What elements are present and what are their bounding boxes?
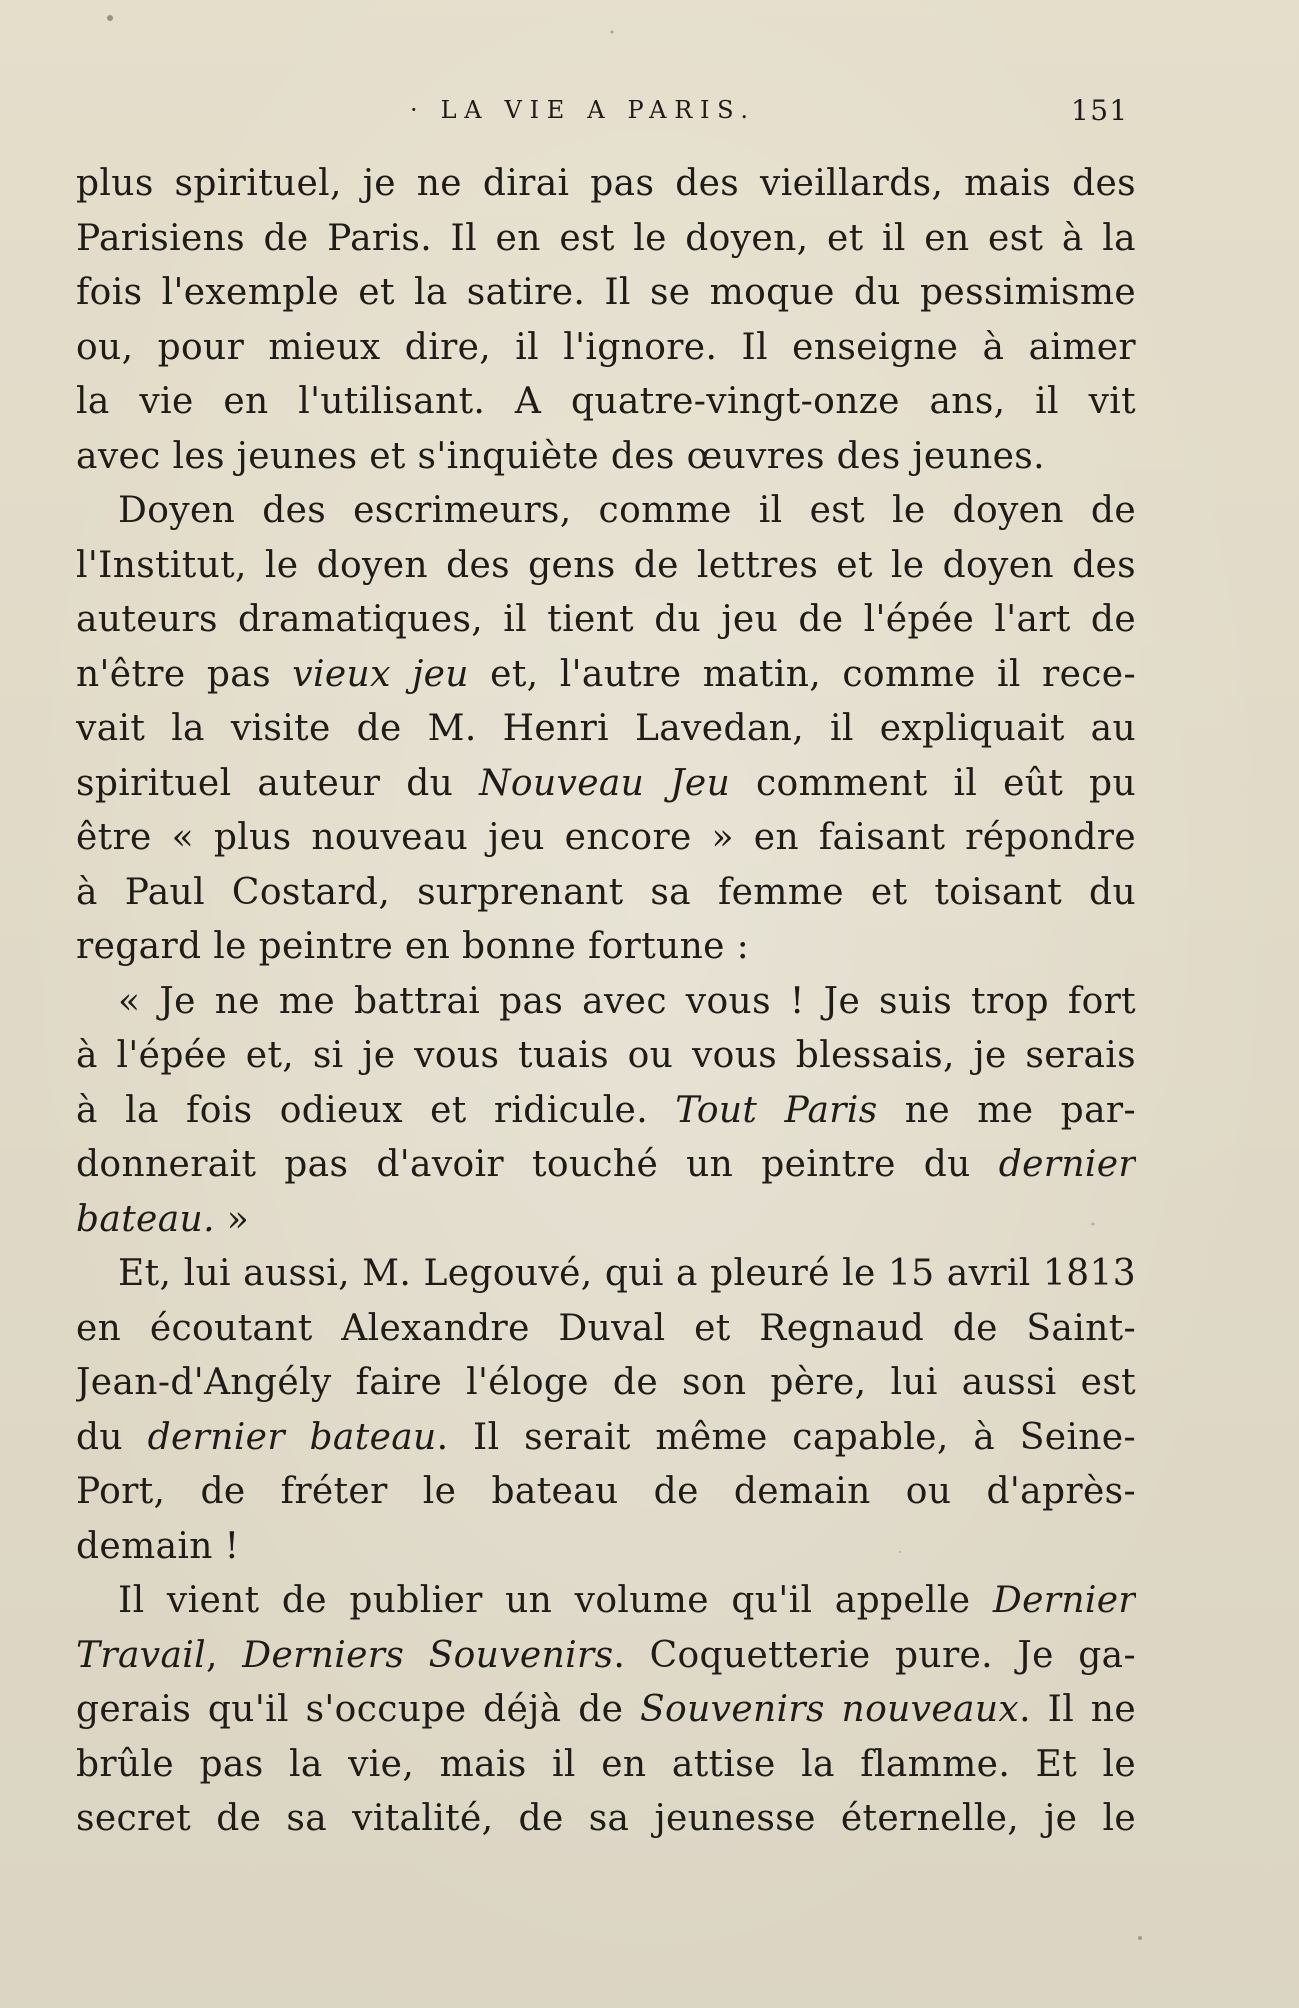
text-segment: vait la visite de M. Henri Lavedan, il expliquait au [76, 708, 1136, 749]
text-segment: secret de sa vitalité, de sa jeunesse éternelle, je le [76, 1798, 1136, 1839]
italic-text: bateau. [76, 1198, 215, 1240]
text-line [76, 593, 1136, 648]
text-segment: être « plus nouveau jeu encore » en faisant répondre [76, 817, 1136, 858]
italic-text: Souvenirs nouveaux [640, 1689, 1020, 1730]
text-segment: Port, de fréter le bateau de demain ou d'après- [76, 1471, 1136, 1512]
text-line [76, 1247, 1136, 1302]
text-line [76, 1520, 1136, 1575]
text-line [76, 1193, 1136, 1248]
text-segment: Il vient de publier un volume qu'il appelle [118, 1580, 993, 1621]
text-segment: à Paul Costard, surprenant sa femme et toisant du [76, 871, 1136, 913]
text-line [76, 1738, 1136, 1793]
text-line [76, 1792, 1136, 1847]
text-segment: Et, lui aussi, M. Legouvé, qui a pleuré le 15 avril 1813 [118, 1253, 1136, 1294]
text-line [76, 375, 1136, 430]
text-line [76, 920, 1136, 975]
text-segment: à l'épée et, si je vous tuais ou vous blessais, je serais [76, 1035, 1136, 1076]
text-segment: l'Institut, le doyen des gens de lettres et le doyen des [76, 544, 1136, 586]
text-segment: regard le peintre en bonne fortune : [76, 926, 750, 967]
text-segment: à la fois odieux et ridicule. [76, 1089, 676, 1131]
text-segment: n'être pas [76, 653, 293, 695]
text-segment: plus spirituel, je ne dirai pas des vieillards, mais des [76, 163, 1136, 204]
text-segment: gerais qu'il s'occupe déjà de [76, 1689, 641, 1730]
text-segment: . Il ne [1019, 1689, 1136, 1730]
text-segment: comment il eût pu [730, 762, 1136, 804]
text-line [76, 484, 1136, 539]
text-line [76, 1356, 1136, 1411]
text-line [76, 1084, 1136, 1139]
text-segment: avec les jeunes et s'inquiète des œuvres des jeunes. [76, 435, 1045, 477]
text-segment: brûle pas la vie, mais il en attise la flamme. Et le [76, 1743, 1136, 1785]
italic-text: Dernier [992, 1580, 1136, 1621]
text-segment: Parisiens de Paris. Il en est le doyen, et il en est à la [76, 217, 1136, 259]
text-segment: . Il serait même capable, à Seine- [436, 1416, 1136, 1458]
italic-text: dernier [998, 1144, 1136, 1185]
body-text [76, 157, 1136, 1847]
text-segment: ou, pour mieux dire, il l'ignore. Il enseigne à aimer [76, 326, 1136, 368]
text-line [76, 975, 1136, 1030]
text-segment: demain ! [76, 1525, 240, 1567]
italic-text: Derniers Souvenirs [242, 1634, 614, 1676]
text-line [76, 1029, 1136, 1084]
text-line [76, 757, 1136, 812]
text-line [76, 212, 1136, 267]
text-segment: en écoutant Alexandre Duval et Regnaud de Saint- [76, 1307, 1136, 1349]
text-segment: spirituel auteur du [76, 762, 480, 804]
text-line [76, 1138, 1136, 1193]
text-line [76, 648, 1136, 703]
text-line [76, 866, 1136, 921]
text-segment: fois l'exemple et la satire. Il se moque du pessimisme [76, 272, 1136, 313]
text-segment: auteurs dramatiques, il tient du jeu de l'épée l'art de [76, 599, 1136, 640]
text-line [76, 1683, 1136, 1738]
text-line [76, 539, 1136, 594]
text-segment: , [206, 1634, 243, 1676]
italic-text: Nouveau Jeu [479, 762, 731, 804]
text-segment: donnerait pas d'avoir touché un peintre du [76, 1144, 999, 1185]
text-segment: » [214, 1198, 250, 1240]
text-line [76, 702, 1136, 757]
italic-text: vieux jeu [292, 653, 469, 695]
text-segment: et, l'autre matin, comme il rece- [468, 653, 1136, 695]
page-header [0, 96, 1299, 136]
text-segment: Jean-d'Angély faire l'éloge de son père, lui aussi est [76, 1362, 1136, 1403]
text-line [76, 266, 1136, 321]
text-segment: « Je ne me battrai pas avec vous ! Je suis trop fort [118, 980, 1136, 1022]
running-title: · LA VIE A PARIS. [410, 96, 756, 124]
text-segment: du [76, 1416, 148, 1458]
text-line [76, 1465, 1136, 1520]
text-segment: la vie en l'utilisant. A quatre-vingt-onze ans, il vit [76, 381, 1136, 422]
text-line [76, 1629, 1136, 1684]
text-segment: Doyen des escrimeurs, comme il est le doyen de [118, 490, 1136, 531]
text-line [76, 811, 1136, 866]
page-number: 151 [1071, 94, 1129, 127]
text-line [76, 1411, 1136, 1466]
italic-text: Travail [76, 1634, 207, 1676]
text-segment: . Coquetterie pure. Je ga- [613, 1634, 1136, 1676]
text-segment: ne me par- [877, 1089, 1136, 1131]
text-line [76, 321, 1136, 376]
italic-text: Tout Paris [675, 1089, 878, 1131]
text-line [76, 1574, 1136, 1629]
text-line [76, 430, 1136, 485]
italic-text: dernier bateau [147, 1416, 437, 1458]
text-line [76, 1302, 1136, 1357]
text-line [76, 157, 1136, 212]
